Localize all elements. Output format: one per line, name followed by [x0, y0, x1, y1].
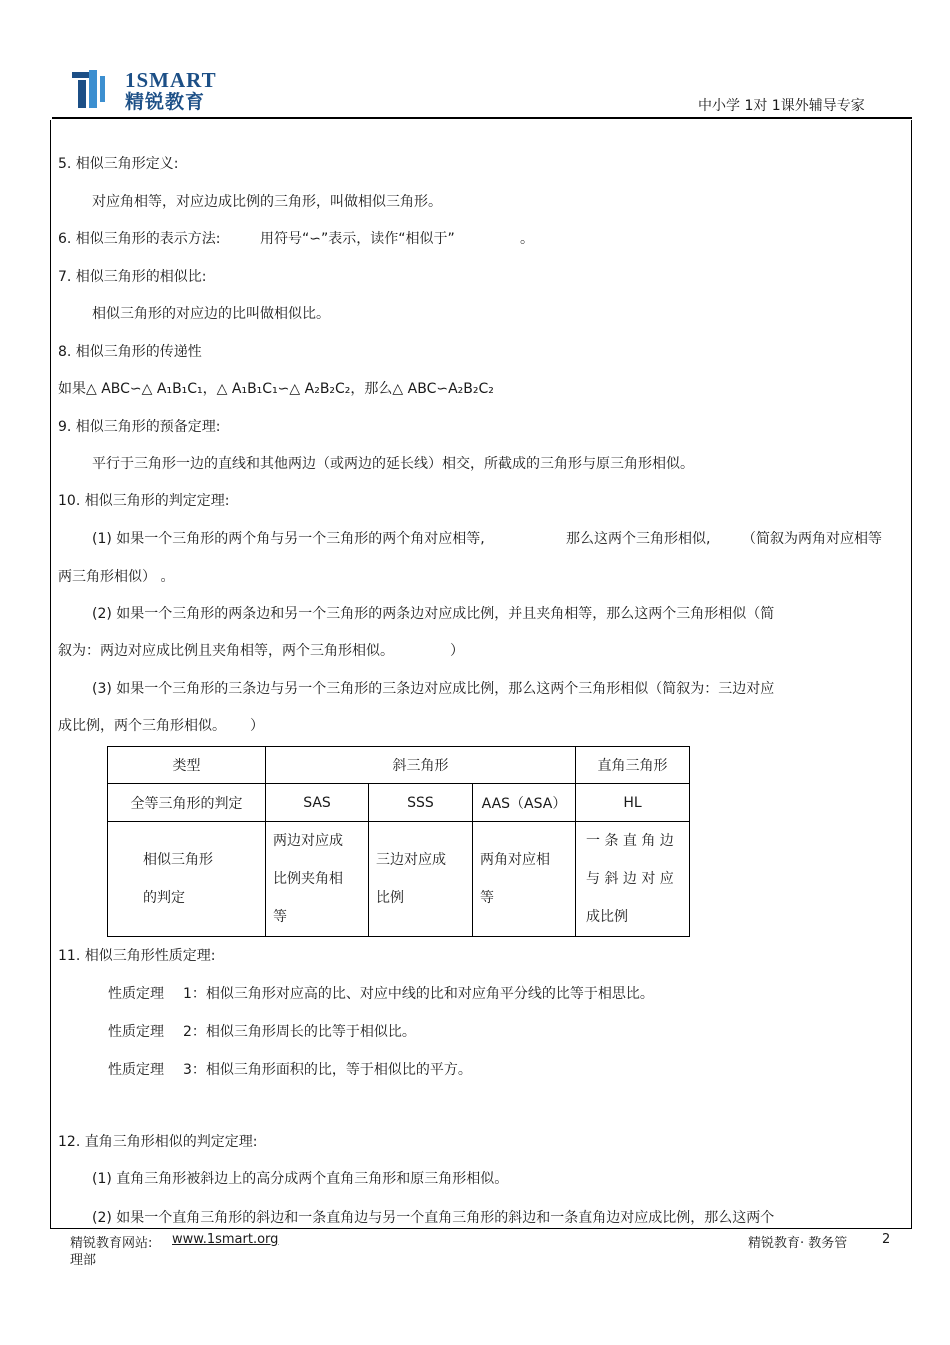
section-10-p1-c: （简叙为两角对应相等: [742, 531, 882, 547]
content-frame: [50, 120, 912, 1229]
cell-line: 比例: [376, 890, 404, 906]
table-cell-sas-similar: [266, 822, 369, 937]
cell-line: 两角对应相: [480, 852, 550, 868]
table-cell-hl-similar: [576, 822, 690, 937]
table-row-congruent-label: 全等三角形的判定: [108, 784, 266, 822]
cell-line: 与 斜 边 对 应: [586, 871, 674, 887]
section-6-end: 。: [520, 231, 534, 247]
footer-site-label: 精锐教育网站:: [70, 1236, 153, 1251]
logo-icon: [72, 70, 122, 108]
section-10-p2-b: 叙为：两边对应成比例且夹角相等，两个三角形相似。: [58, 643, 394, 659]
table-cell-aa-similar: [473, 822, 576, 937]
table-header-type: 类型: [108, 747, 266, 784]
comparison-table: [107, 746, 690, 937]
section-12-p1: (1) 直角三角形被斜边上的高分成两个直角三角形和原三角形相似。: [92, 1171, 509, 1187]
cell-line: 比例夹角相: [273, 871, 343, 887]
footer-dept-a: 精锐教育· 教务管: [748, 1236, 848, 1251]
section-7-title: 7. 相似三角形的相似比:: [58, 269, 207, 285]
footer-page-number: 2: [882, 1232, 891, 1247]
footer-site-link[interactable]: [172, 1232, 278, 1247]
section-10-p2-c: ）: [450, 643, 464, 659]
section-11-p1-label: 性质定理: [108, 986, 164, 1002]
section-5-body: 对应角相等，对应边成比例的三角形，叫做相似三角形。: [92, 194, 442, 210]
cell-line: 两边对应成: [273, 833, 343, 849]
section-10-p1-b: 那么这两个三角形相似,: [566, 531, 711, 547]
table-cell-sss-similar: [369, 822, 473, 937]
table-cell-sss: SSS: [369, 784, 473, 822]
cell-line: 等: [273, 909, 287, 925]
section-6-title: 6. 相似三角形的表示方法:: [58, 231, 221, 247]
section-9-title: 9. 相似三角形的预备定理:: [58, 419, 221, 435]
section-12-p2: (2) 如果一个直角三角形的斜边和一条直角边与另一个直角三角形的斜边和一条直角边对应成比例，那么这两个: [92, 1210, 775, 1226]
section-10-p2-a: (2) 如果一个三角形的两条边和另一个三角形的两条边对应成比例，并且夹角相等，那么这两个三角形相似（简: [92, 606, 775, 622]
section-10-p3-a: (3) 如果一个三角形的三条边与另一个三角形的三条边对应成比例，那么这两个三角形相似（简叙为：三边对应: [92, 681, 775, 697]
section-6-body: 用符号“∽”表示，读作“相似于”: [260, 231, 455, 247]
table-row-similar-label: [108, 822, 266, 937]
section-10-p1-d: 两三角形相似） 。: [58, 569, 175, 585]
cell-line: 一 条 直 角 边: [586, 833, 674, 849]
table-cell-hl: HL: [576, 784, 690, 822]
section-11-p2: 2：相似三角形周长的比等于相似比。: [183, 1024, 416, 1040]
table-similar-label-line1: 相似三角形: [143, 852, 213, 868]
section-8-title: 8. 相似三角形的传递性: [58, 344, 202, 360]
section-9-body: 平行于三角形一边的直线和其他两边（或两边的延长线）相交，所截成的三角形与原三角形相似。: [92, 456, 694, 472]
header-tagline: 中小学 1对 1课外辅导专家: [698, 98, 865, 114]
section-11-title: 11. 相似三角形性质定理:: [58, 948, 216, 964]
table-cell-aas-asa: AAS（ASA）: [473, 784, 576, 822]
header-rule: [52, 117, 912, 119]
section-11-p3: 3：相似三角形面积的比，等于相似比的平方。: [183, 1062, 472, 1078]
section-11-p1: 1：相似三角形对应高的比、对应中线的比和对应角平分线的比等于相思比。: [183, 986, 654, 1002]
section-5-title: 5. 相似三角形定义:: [58, 156, 179, 172]
section-10-p3-b: 成比例，两个三角形相似。: [58, 718, 226, 734]
footer-dept-b: 理部: [70, 1253, 97, 1268]
cell-line: 等: [480, 890, 494, 906]
logo-text-en: 1SMART: [125, 68, 217, 92]
cell-line: 三边对应成: [376, 852, 446, 868]
section-12-title: 12. 直角三角形相似的判定定理:: [58, 1134, 258, 1150]
table-header-oblique: 斜三角形: [266, 747, 576, 784]
section-10-title: 10. 相似三角形的判定定理:: [58, 493, 230, 509]
section-11-p3-label: 性质定理: [108, 1062, 164, 1078]
logo-text-cn: 精锐教育: [125, 91, 206, 113]
section-10-p1-a: (1) 如果一个三角形的两个角与另一个三角形的两个角对应相等,: [92, 531, 485, 547]
section-7-body: 相似三角形的对应边的比叫做相似比。: [92, 306, 330, 322]
table-cell-sas: SAS: [266, 784, 369, 822]
cell-line: 成比例: [586, 909, 628, 925]
footer-site-url[interactable]: www.1smart.org: [172, 1232, 279, 1247]
section-8-body: 如果△ ABC∽△ A₁B₁C₁，△ A₁B₁C₁∽△ A₂B₂C₂，那么△ ABC∽A₂B₂C₂: [58, 381, 494, 397]
table-similar-label-line2: 的判定: [143, 890, 185, 906]
section-10-p3-c: ）: [250, 718, 264, 734]
section-11-p2-label: 性质定理: [108, 1024, 164, 1040]
table-header-right: 直角三角形: [576, 747, 690, 784]
